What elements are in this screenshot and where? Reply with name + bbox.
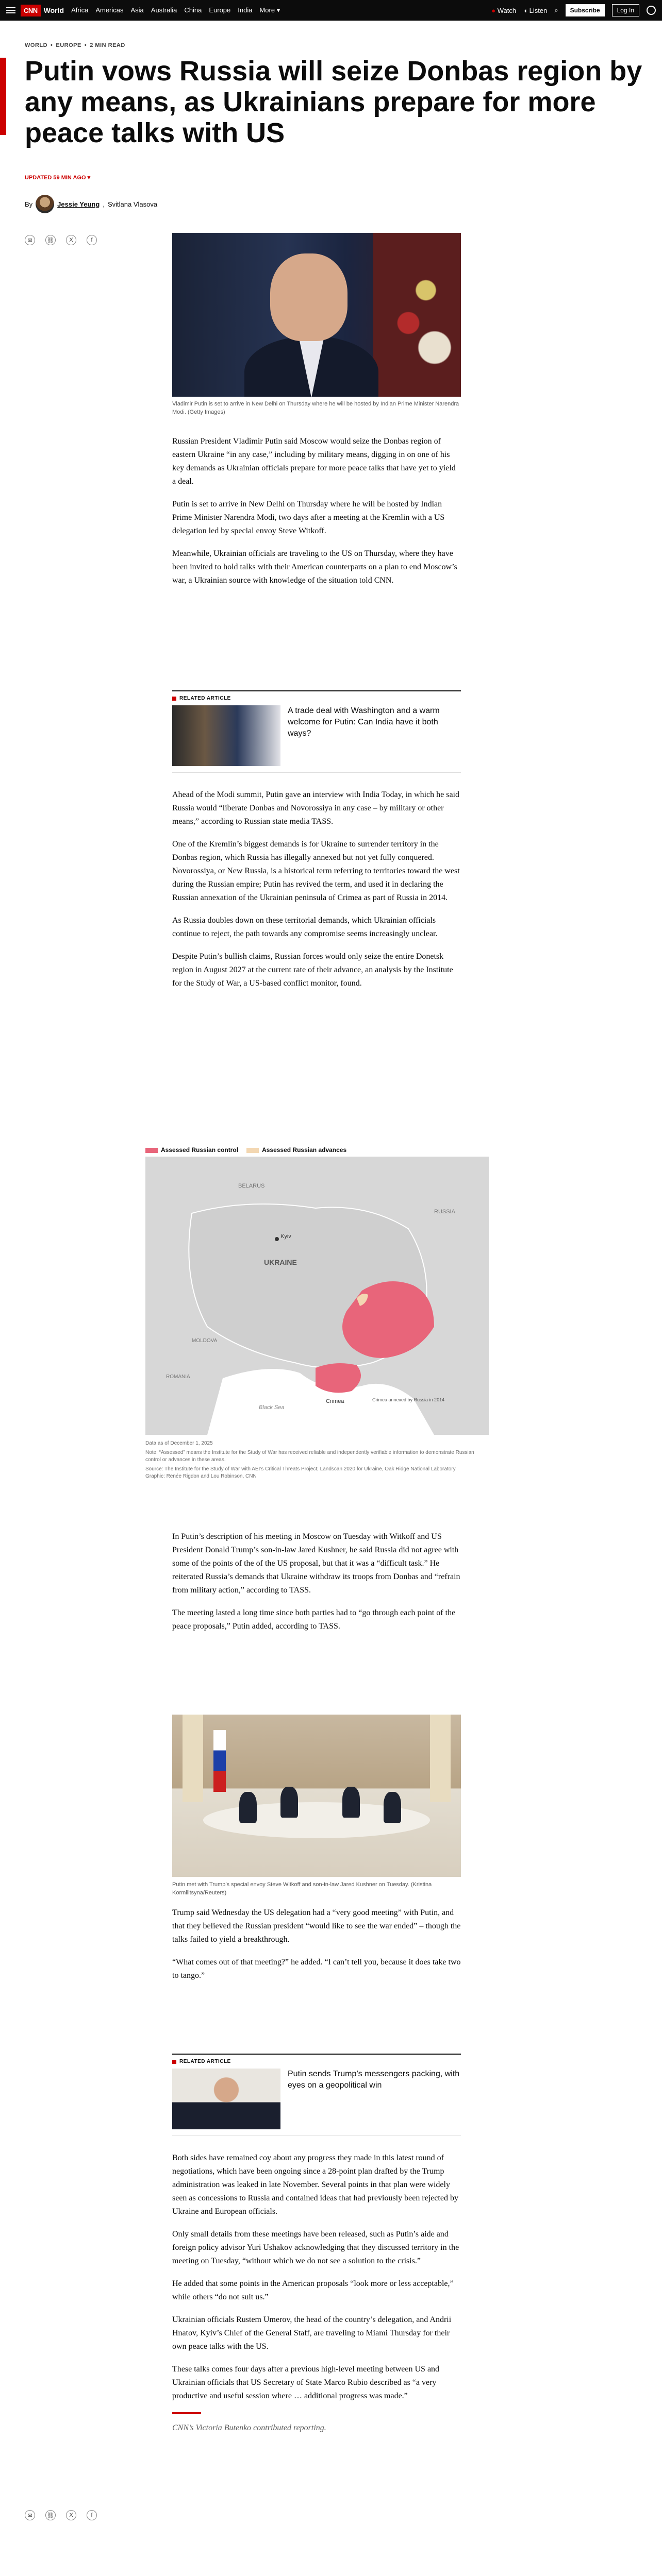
paragraph: Putin is set to arrive in New Delhi on Thursday where he will be hosted by Indian Prime Minister Narendra Modi, two days after a meeting at the Kremlin with a US delegation led by special envoy Steve Witkoff. — [172, 500, 445, 535]
breadcrumb — [25, 42, 125, 48]
paragraph: Russian President Vladimir Putin said Moscow would seize the Donbas region of eastern Ukraine “in any case,” including by military means, digging in on one of his key demands as Ukrainian officials prepare for more peace talks that have yet to yield a deal. — [172, 437, 456, 486]
related-thumbnail[interactable] — [172, 2069, 280, 2129]
x-icon[interactable]: X — [66, 235, 76, 245]
headline-accent-bar — [0, 58, 6, 135]
cnn-logo[interactable]: CNN — [21, 5, 41, 16]
article-body-1 — [172, 435, 461, 587]
related-row — [172, 2069, 461, 2129]
breadcrumb-separator: • — [84, 42, 87, 48]
nav-link-australia[interactable]: Australia — [151, 6, 177, 14]
email-icon[interactable]: ✉ — [25, 2510, 35, 2520]
article-body-3 — [172, 1530, 461, 1633]
listen-label: Listen — [529, 6, 548, 14]
nav-link-more[interactable] — [259, 6, 280, 14]
link-icon[interactable]: ⛓ — [45, 2510, 56, 2520]
paragraph: Trump said Wednesday the US delegation had a “very good meeting” with Putin, and that they believed the Russian president “would like to see the war ended” – though the talks failed to yield a breakthrough. — [172, 1908, 461, 1944]
related-label — [172, 696, 461, 701]
person-shape — [342, 1787, 360, 1818]
pillar-shape — [183, 1715, 203, 1802]
map-label-belarus: BELARUS — [238, 1183, 265, 1189]
meeting-caption: Putin met with Trump’s special envoy Steve Witkoff and son-in-law Jared Kushner on Tuesday. (Kristina Kormilitsyna/Reuters) — [172, 1882, 432, 1896]
legend-control — [145, 1146, 238, 1154]
byline — [25, 195, 157, 213]
link-icon[interactable]: ⛓ — [45, 235, 56, 245]
nav-links — [71, 6, 280, 14]
map-note: Note: “Assessed” means the Institute for the Study of War has received reliable and independently verifiable information to demonstrate Russian control or advances in these areas. — [145, 1450, 474, 1463]
paragraph: The meeting lasted a long time since both parties had to “go through each point of the peace proposals,” Putin added, according to TASS. — [172, 1608, 456, 1631]
legend-swatch-control — [145, 1148, 158, 1153]
person-shape — [280, 1787, 298, 1818]
hero-image — [172, 233, 461, 397]
related-label-text: RELATED ARTICLE — [179, 696, 231, 701]
contributor-note: CNN’s Victoria Butenko contributed reporting. — [172, 2424, 326, 2432]
chevron-down-icon: ▾ — [87, 175, 91, 181]
nav-link-india[interactable]: India — [238, 6, 253, 14]
background-decoration — [373, 233, 461, 397]
headphones-icon: ◖ — [523, 6, 527, 14]
email-icon[interactable]: ✉ — [25, 235, 35, 245]
share-bar-bottom — [25, 2510, 97, 2520]
facebook-icon[interactable]: f — [87, 2510, 97, 2520]
byline-comma: , — [103, 200, 105, 208]
author-name: Svitlana Vlasova — [107, 200, 158, 208]
search-icon[interactable]: ⌕ — [554, 6, 558, 14]
breadcrumb-europe[interactable]: EUROPE — [56, 42, 81, 48]
nav-link-africa[interactable]: Africa — [71, 6, 89, 14]
share-bar — [25, 235, 97, 245]
article-body-2 — [172, 788, 461, 990]
top-navigation — [0, 0, 662, 21]
nav-link-more-label: More — [259, 6, 275, 14]
paragraph: Meanwhile, Ukrainian officials are traveling to the US on Thursday, where they have been invited to hold talks with their American counterparts on a plan to end Moscow’s war, a Ukrainian source with knowledge of the situation told CNN. — [172, 549, 457, 585]
article-body-5 — [172, 2151, 461, 2435]
related-label-text: RELATED ARTICLE — [179, 2059, 231, 2064]
map-legend — [145, 1146, 489, 1154]
related-label — [172, 2059, 461, 2064]
nav-link-china[interactable]: China — [184, 6, 202, 14]
legend-swatch-advances — [246, 1148, 259, 1153]
nav-link-asia[interactable]: Asia — [130, 6, 144, 14]
breadcrumb-separator: • — [51, 42, 53, 48]
map-graphic-credit: Graphic: Renée Rigdon and Lou Robinson, CNN — [145, 1473, 257, 1479]
nav-link-europe[interactable]: Europe — [209, 6, 231, 14]
author-avatar — [36, 195, 54, 213]
person-shape — [384, 1792, 401, 1823]
paragraph: Both sides have remained coy about any progress they made in this latest round of negotiations, which have been ongoing since a 28-point plan drafted by the Trump administration was leaked in late November. Several points in that plan were widely seen as concessions to Russia and contained ideas that had previously been rejected by Ukraine and European officials. — [172, 2154, 458, 2216]
map-date: Data as of December 1, 2025 — [145, 1440, 213, 1446]
map-notes — [145, 1440, 489, 1480]
edition-label[interactable]: World — [43, 6, 64, 14]
map-svg — [145, 1157, 489, 1435]
legend-control-label: Assessed Russian control — [161, 1146, 239, 1154]
flag-shape — [213, 1730, 226, 1792]
updated-label: UPDATED 59 MIN AGO — [25, 175, 86, 181]
byline-prefix: By — [25, 200, 33, 208]
map-label-russia: RUSSIA — [434, 1209, 455, 1215]
paragraph: Ukrainian officials Rustem Umerov, the head of the country’s delegation, and Andrii Hnatov, Kyiv’s Chief of the General Staff, are traveling to Miami Thursday for their own peace talks with the US. — [172, 2315, 452, 2351]
map-label-romania: ROMANIA — [166, 1374, 190, 1380]
watch-label: Watch — [497, 6, 517, 14]
map-source: Source: The Institute for the Study of War with AEI’s Critical Threats Project; Landscan 2020 for Ukraine, Oak Ridge National Laboratory — [145, 1466, 456, 1472]
x-icon[interactable]: X — [66, 2510, 76, 2520]
related-title[interactable]: Putin sends Trump’s messengers packing, with eyes on a geopolitical win — [288, 2070, 460, 2090]
menu-icon[interactable] — [6, 7, 15, 13]
breadcrumb-world[interactable]: WORLD — [25, 42, 48, 48]
pillar-shape — [430, 1715, 451, 1802]
login-button[interactable]: Log In — [612, 4, 639, 16]
paragraph: “What comes out of that meeting?” he added. “I can’t tell you, because it does take two to tango.” — [172, 1958, 461, 1980]
article-body-4 — [172, 1906, 461, 1982]
listen-link[interactable] — [523, 7, 547, 14]
updated-timestamp[interactable] — [25, 174, 90, 181]
related-marker-icon — [172, 2060, 176, 2064]
chevron-down-icon: ▾ — [276, 6, 280, 14]
hero-caption: Vladimir Putin is set to arrive in New Delhi on Thursday where he will be hosted by Indian Prime Minister Narendra Modi. (Getty Images) — [172, 401, 459, 415]
map-label-kyiv: Kyiv — [280, 1233, 291, 1240]
page-title: Putin vows Russia will seize Donbas region by any means, as Ukrainians prepare for more peace talks with US — [25, 56, 642, 148]
kyiv-marker — [275, 1237, 279, 1241]
map-label-crimea: Crimea — [326, 1398, 344, 1404]
map-label-sea: Black Sea — [259, 1404, 285, 1411]
user-icon[interactable] — [647, 6, 656, 15]
paragraph: Despite Putin’s bullish claims, Russian forces would only seize the entire Donetsk region in August 2027 at the current rate of their advance, an analysis by the Institute for the Study of War, a US-based conflict monitor, found. — [172, 952, 453, 988]
related-article-2[interactable] — [172, 2054, 461, 2136]
map-canvas — [145, 1157, 489, 1435]
related-thumbnail[interactable] — [172, 705, 280, 766]
face-shape — [270, 253, 347, 341]
map-label-ukraine: UKRAINE — [264, 1258, 297, 1266]
legend-advances-label: Assessed Russian advances — [262, 1146, 347, 1154]
nav-link-americas[interactable]: Americas — [95, 6, 124, 14]
meeting-photo — [172, 1715, 461, 1877]
article-end-rule — [172, 2412, 201, 2414]
related-title[interactable]: A trade deal with Washington and a warm welcome for Putin: Can India have it both ways? — [288, 706, 440, 738]
paragraph: In Putin’s description of his meeting in Moscow on Tuesday with Witkoff and US President Donald Trump’s son-in-law Jared Kushner, he said Russia did not agree with some of the points of the of the US proposal, but that it was a “difficult task.” He reiterated Russia’s demands that Ukraine withdraw its troops from Donbas and “refrain from military action,” according to TASS. — [172, 1532, 460, 1595]
paragraph: Ahead of the Modi summit, Putin gave an interview with India Today, in which he said Russia would “liberate Donbas and Novorossiya in any case – by military or other means,” according to Russian state media TASS. — [172, 790, 459, 826]
facebook-icon[interactable]: f — [87, 235, 97, 245]
crimea-area — [316, 1363, 361, 1393]
author-link[interactable]: Jessie Yeung — [57, 200, 100, 208]
related-marker-icon — [172, 697, 176, 701]
related-article-1[interactable] — [172, 690, 461, 773]
paragraph: He added that some points in the American proposals “look more or less acceptable,” while others “do not suit us.” — [172, 2279, 454, 2301]
subscribe-button[interactable]: Subscribe — [566, 4, 605, 16]
paragraph: One of the Kremlin’s biggest demands is for Ukraine to surrender territory in the Donbas region, which Russia has illegally annexed but not yet fully conquered. Novorossiya, or New Russia, is a historical term referring to territories toward the west during the Russian empire; Putin has revived the term, and used it in declaring the Russian annexation of the Ukrainian peninsula of Crimea as part of Russia in 2014. — [172, 840, 460, 902]
legend-advances — [246, 1146, 346, 1154]
related-row — [172, 705, 461, 766]
watch-link[interactable] — [491, 7, 516, 14]
paragraph: Only small details from these meetings have been released, such as Putin’s aide and foreign policy advisor Yuri Ushakov acknowledging that they discussed territory in the meeting on Tuesday, “without which we do not see a solution to the crisis.” — [172, 2230, 459, 2265]
nav-right — [491, 4, 656, 16]
paragraph: As Russia doubles down on these territorial demands, which Ukrainian officials continue to reject, the path towards any compromise seems increasingly unclear. — [172, 916, 438, 938]
person-shape — [239, 1792, 257, 1823]
read-time: 2 MIN READ — [90, 42, 125, 48]
map-label-moldova: MOLDOVA — [192, 1338, 218, 1344]
territory-map — [145, 1146, 489, 1538]
paragraph: These talks comes four days after a previous high-level meeting between US and Ukrainian officials that US Secretary of State Marco Rubio described as “a very productive and useful session where … additional progress was made.” — [172, 2365, 440, 2400]
map-label-annexed: Crimea annexed by Russia in 2014 — [372, 1397, 445, 1402]
play-icon: ● — [491, 6, 496, 14]
